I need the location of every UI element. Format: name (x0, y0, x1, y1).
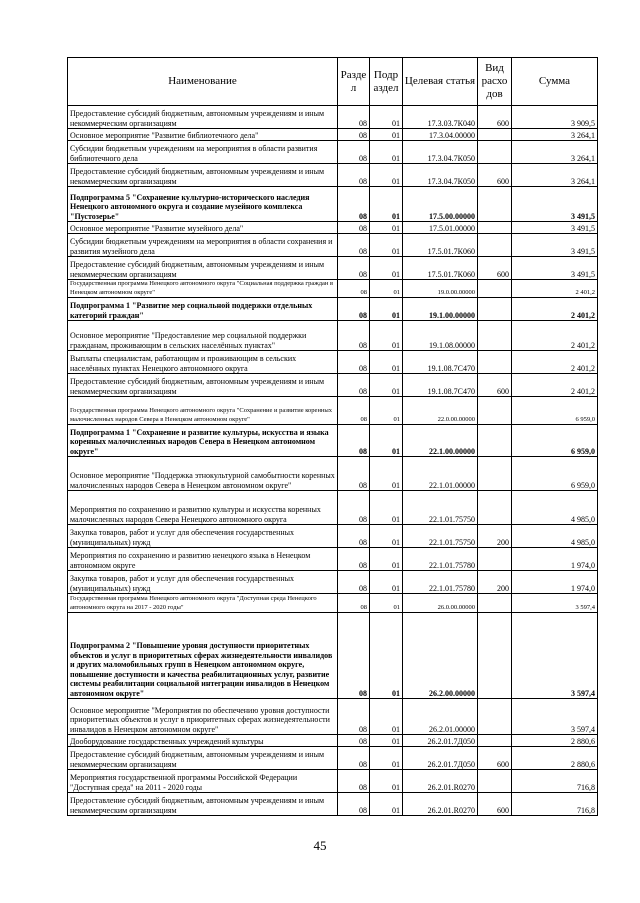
cell-podrazdel: 01 (370, 280, 403, 298)
cell-podrazdel: 01 (370, 548, 403, 571)
cell-razdel: 08 (338, 770, 370, 793)
cell-target: 22.1.00.00000 (403, 425, 478, 457)
cell-vid: 600 (478, 164, 512, 187)
cell-podrazdel: 01 (370, 129, 403, 141)
cell-podrazdel: 01 (370, 491, 403, 525)
cell-target: 17.3.04.7К050 (403, 164, 478, 187)
cell-vid (478, 613, 512, 699)
header-razdel: Разде л (338, 58, 370, 106)
cell-vid (478, 187, 512, 222)
cell-razdel: 08 (338, 141, 370, 164)
cell-target: 22.1.01.75750 (403, 525, 478, 548)
table-row (68, 457, 598, 491)
cell-razdel: 08 (338, 793, 370, 816)
cell-name: Основное мероприятие "Развитие библиотечного дела" (68, 129, 338, 141)
cell-name: Подпрограмма 2 "Повышение уровня доступности приоритетных объектов и услуг в приоритетных сферах жизнедеятельности инвалидов и других маломобильных групп в Ненецком автономном округе, повышение доступности и качества реабилитационных услуг, развитие системы реабилитации социальной интеграции инвалидов в Ненецком автономном округе" (68, 613, 338, 699)
table-row (68, 793, 598, 816)
cell-name: Основное мероприятие "Мероприятия по обеспечению уровня доступности приоритетных объектов и услуг в приоритетных сферах жизнедеятельности инвалидов в Ненецком автономном округе" (68, 699, 338, 735)
table-row (68, 699, 598, 735)
cell-sum: 3 491,5 (512, 234, 598, 257)
table-row (68, 594, 598, 613)
cell-vid (478, 298, 512, 321)
cell-name: Выплаты специалистам, работающим и проживающим в сельских населённых пунктах Ненецкого автономного округа (68, 351, 338, 374)
cell-sum: 3 909,5 (512, 106, 598, 129)
cell-razdel: 08 (338, 457, 370, 491)
cell-podrazdel: 01 (370, 234, 403, 257)
table-row (68, 257, 598, 280)
cell-vid: 200 (478, 525, 512, 548)
table-row (68, 106, 598, 129)
header-name: Наименование (68, 58, 338, 106)
cell-vid: 600 (478, 374, 512, 397)
cell-podrazdel: 01 (370, 257, 403, 280)
table-row (68, 222, 598, 234)
cell-vid (478, 425, 512, 457)
cell-razdel: 08 (338, 351, 370, 374)
cell-vid (478, 397, 512, 425)
cell-sum: 1 974,0 (512, 571, 598, 594)
cell-podrazdel: 01 (370, 793, 403, 816)
cell-podrazdel: 01 (370, 699, 403, 735)
cell-podrazdel: 01 (370, 141, 403, 164)
cell-sum: 6 959,0 (512, 425, 598, 457)
cell-sum: 4 985,0 (512, 525, 598, 548)
cell-podrazdel: 01 (370, 164, 403, 187)
cell-target: 19.1.08.7С470 (403, 351, 478, 374)
table-row (68, 571, 598, 594)
cell-podrazdel: 01 (370, 222, 403, 234)
cell-podrazdel: 01 (370, 397, 403, 425)
cell-name: Мероприятия государственной программы Российской Федерации "Доступная среда" на 2011 - 2020 годы (68, 770, 338, 793)
cell-name: Предоставление субсидий бюджетным, автономным учреждениям и иным некоммерческим организациям (68, 164, 338, 187)
cell-podrazdel: 01 (370, 571, 403, 594)
cell-razdel: 08 (338, 699, 370, 735)
cell-name: Государственная программа Ненецкого автономного округа "Сохранение и развитие коренных малочисленных народов Севера в Ненецком автономном округе" (68, 397, 338, 425)
cell-name: Закупка товаров, работ и услуг для обеспечения государственных (муниципальных) нужд (68, 525, 338, 548)
cell-razdel: 08 (338, 164, 370, 187)
cell-razdel: 08 (338, 187, 370, 222)
cell-name: Подпрограмма 5 "Сохранение культурно-исторического наследия Ненецкого автономного округа и создание музейного комплекса "Пустозерье" (68, 187, 338, 222)
cell-vid (478, 280, 512, 298)
cell-vid (478, 321, 512, 351)
cell-vid (478, 594, 512, 613)
cell-name: Закупка товаров, работ и услуг для обеспечения государственных (муниципальных) нужд (68, 571, 338, 594)
table-row (68, 374, 598, 397)
cell-target: 19.1.08.7С470 (403, 374, 478, 397)
budget-table (67, 57, 598, 816)
cell-razdel: 08 (338, 234, 370, 257)
cell-podrazdel: 01 (370, 351, 403, 374)
table-header-row (68, 58, 598, 106)
cell-podrazdel: 01 (370, 106, 403, 129)
cell-podrazdel: 01 (370, 321, 403, 351)
cell-podrazdel: 01 (370, 457, 403, 491)
cell-vid (478, 351, 512, 374)
table-body (68, 106, 598, 816)
cell-vid: 600 (478, 747, 512, 770)
cell-name: Государственная программа Ненецкого автономного округа "Доступная среда Ненецкого автономного округа на 2017 - 2020 годы" (68, 594, 338, 613)
header-sum: Сумма (512, 58, 598, 106)
cell-sum: 2 401,2 (512, 298, 598, 321)
page-number: 45 (313, 838, 327, 853)
cell-sum: 2 401,2 (512, 351, 598, 374)
cell-name: Государственная программа Ненецкого автономного округа "Социальная поддержка граждан в Ненецком автономном округе" (68, 280, 338, 298)
cell-razdel: 08 (338, 735, 370, 747)
table-row (68, 425, 598, 457)
cell-target: 17.3.04.00000 (403, 129, 478, 141)
cell-razdel: 08 (338, 747, 370, 770)
cell-sum: 3 264,1 (512, 164, 598, 187)
cell-sum: 3 491,5 (512, 187, 598, 222)
header-target: Целевая статья (403, 58, 478, 106)
cell-vid (478, 129, 512, 141)
cell-vid (478, 234, 512, 257)
cell-target: 19.1.00.00000 (403, 298, 478, 321)
table-row (68, 747, 598, 770)
cell-target: 26.2.01.00000 (403, 699, 478, 735)
cell-razdel: 08 (338, 222, 370, 234)
cell-razdel: 08 (338, 280, 370, 298)
cell-razdel: 08 (338, 425, 370, 457)
cell-target: 26.2.01.7Д050 (403, 747, 478, 770)
cell-name: Дооборудование государственных учреждений культуры (68, 735, 338, 747)
cell-sum: 3 491,5 (512, 222, 598, 234)
cell-name: Основное мероприятие "Предоставление мер социальной поддержки гражданам, проживающим в сельских населённых пунктах" (68, 321, 338, 351)
cell-name: Основное мероприятие "Развитие музейного дела" (68, 222, 338, 234)
table-row (68, 298, 598, 321)
table-row (68, 164, 598, 187)
cell-name: Предоставление субсидий бюджетным, автономным учреждениям и иным некоммерческим организациям (68, 106, 338, 129)
cell-podrazdel: 01 (370, 770, 403, 793)
header-podrazdel: Подр аздел (370, 58, 403, 106)
table-row (68, 525, 598, 548)
cell-razdel: 08 (338, 594, 370, 613)
cell-name: Предоставление субсидий бюджетным, автономным учреждениям и иным некоммерческим организациям (68, 747, 338, 770)
cell-razdel: 08 (338, 257, 370, 280)
cell-podrazdel: 01 (370, 735, 403, 747)
cell-podrazdel: 01 (370, 298, 403, 321)
cell-vid (478, 699, 512, 735)
cell-target: 17.5.01.00000 (403, 222, 478, 234)
cell-name: Мероприятия по сохранению и развитию культуры и искусства коренных малочисленных народов Севера Ненецкого автономного округа (68, 491, 338, 525)
cell-vid (478, 548, 512, 571)
cell-razdel: 08 (338, 525, 370, 548)
cell-target: 26.2.01.R0270 (403, 793, 478, 816)
cell-target: 17.3.03.7К040 (403, 106, 478, 129)
cell-podrazdel: 01 (370, 374, 403, 397)
cell-vid (478, 457, 512, 491)
table-row (68, 351, 598, 374)
cell-razdel: 08 (338, 129, 370, 141)
cell-sum: 6 959,0 (512, 397, 598, 425)
table-row (68, 613, 598, 699)
cell-target: 22.0.00.00000 (403, 397, 478, 425)
cell-vid: 600 (478, 793, 512, 816)
cell-sum: 2 880,6 (512, 735, 598, 747)
cell-name: Предоставление субсидий бюджетным, автономным учреждениям и иным некоммерческим организациям (68, 374, 338, 397)
cell-target: 22.1.01.75780 (403, 571, 478, 594)
cell-vid (478, 141, 512, 164)
cell-name: Субсидии бюджетным учреждениям на мероприятия в области развития библиотечного дела (68, 141, 338, 164)
table-row (68, 491, 598, 525)
cell-razdel: 08 (338, 613, 370, 699)
cell-vid: 200 (478, 571, 512, 594)
table-row (68, 321, 598, 351)
cell-podrazdel: 01 (370, 425, 403, 457)
cell-sum: 1 974,0 (512, 548, 598, 571)
cell-target: 22.1.01.75750 (403, 491, 478, 525)
cell-sum: 2 401,2 (512, 374, 598, 397)
cell-name: Предоставление субсидий бюджетным, автономным учреждениям и иным некоммерческим организациям (68, 257, 338, 280)
cell-sum: 716,8 (512, 793, 598, 816)
cell-name: Предоставление субсидий бюджетным, автономным учреждениям и иным некоммерческим организациям (68, 793, 338, 816)
cell-sum: 3 491,5 (512, 257, 598, 280)
cell-name: Основное мероприятие "Поддержка этнокультурной самобытности коренных малочисленных народов Севера в Ненецком автономном округе" (68, 457, 338, 491)
cell-target: 17.5.01.7К060 (403, 257, 478, 280)
header-vid: Вид расхо дов (478, 58, 512, 106)
cell-name: Субсидии бюджетным учреждениям на мероприятия в области сохранения и развития музейного дела (68, 234, 338, 257)
cell-sum: 2 401,2 (512, 321, 598, 351)
cell-vid (478, 735, 512, 747)
cell-podrazdel: 01 (370, 613, 403, 699)
cell-sum: 3 264,1 (512, 141, 598, 164)
cell-razdel: 08 (338, 491, 370, 525)
cell-sum: 2 401,2 (512, 280, 598, 298)
cell-target: 26.2.01.R0270 (403, 770, 478, 793)
table-row (68, 187, 598, 222)
cell-name: Мероприятия по сохранению и развитию ненецкого языка в Ненецком автономном округе (68, 548, 338, 571)
cell-target: 26.2.00.00000 (403, 613, 478, 699)
cell-vid: 600 (478, 257, 512, 280)
cell-sum: 716,8 (512, 770, 598, 793)
cell-sum: 6 959,0 (512, 457, 598, 491)
cell-target: 22.1.01.00000 (403, 457, 478, 491)
cell-name: Подпрограмма 1 "Развитие мер социальной поддержки отдельных категорий граждан" (68, 298, 338, 321)
cell-razdel: 08 (338, 548, 370, 571)
cell-sum: 2 880,6 (512, 747, 598, 770)
table-row (68, 770, 598, 793)
cell-vid (478, 770, 512, 793)
cell-vid (478, 491, 512, 525)
cell-target: 19.1.08.00000 (403, 321, 478, 351)
table-row (68, 129, 598, 141)
cell-razdel: 08 (338, 374, 370, 397)
table-row (68, 548, 598, 571)
cell-vid: 600 (478, 106, 512, 129)
cell-podrazdel: 01 (370, 747, 403, 770)
table-row (68, 234, 598, 257)
table-row (68, 397, 598, 425)
cell-podrazdel: 01 (370, 187, 403, 222)
cell-target: 26.0.00.00000 (403, 594, 478, 613)
cell-name: Подпрограмма 1 "Сохранение и развитие культуры, искусства и языка коренных малочисленных народов Севера в Ненецком автономном округе" (68, 425, 338, 457)
table-row (68, 280, 598, 298)
cell-podrazdel: 01 (370, 525, 403, 548)
cell-podrazdel: 01 (370, 594, 403, 613)
cell-target: 17.3.04.7К050 (403, 141, 478, 164)
cell-razdel: 08 (338, 106, 370, 129)
table-row (68, 141, 598, 164)
cell-sum: 3 264,1 (512, 129, 598, 141)
cell-razdel: 08 (338, 571, 370, 594)
cell-sum: 3 597,4 (512, 594, 598, 613)
cell-sum: 3 597,4 (512, 699, 598, 735)
cell-razdel: 08 (338, 298, 370, 321)
cell-vid (478, 222, 512, 234)
cell-razdel: 08 (338, 321, 370, 351)
cell-sum: 4 985,0 (512, 491, 598, 525)
cell-target: 22.1.01.75780 (403, 548, 478, 571)
cell-sum: 3 597,4 (512, 613, 598, 699)
cell-razdel: 08 (338, 397, 370, 425)
table-row (68, 735, 598, 747)
cell-target: 19.0.00.00000 (403, 280, 478, 298)
cell-target: 17.5.01.7К060 (403, 234, 478, 257)
cell-target: 26.2.01.7Д050 (403, 735, 478, 747)
cell-target: 17.5.00.00000 (403, 187, 478, 222)
